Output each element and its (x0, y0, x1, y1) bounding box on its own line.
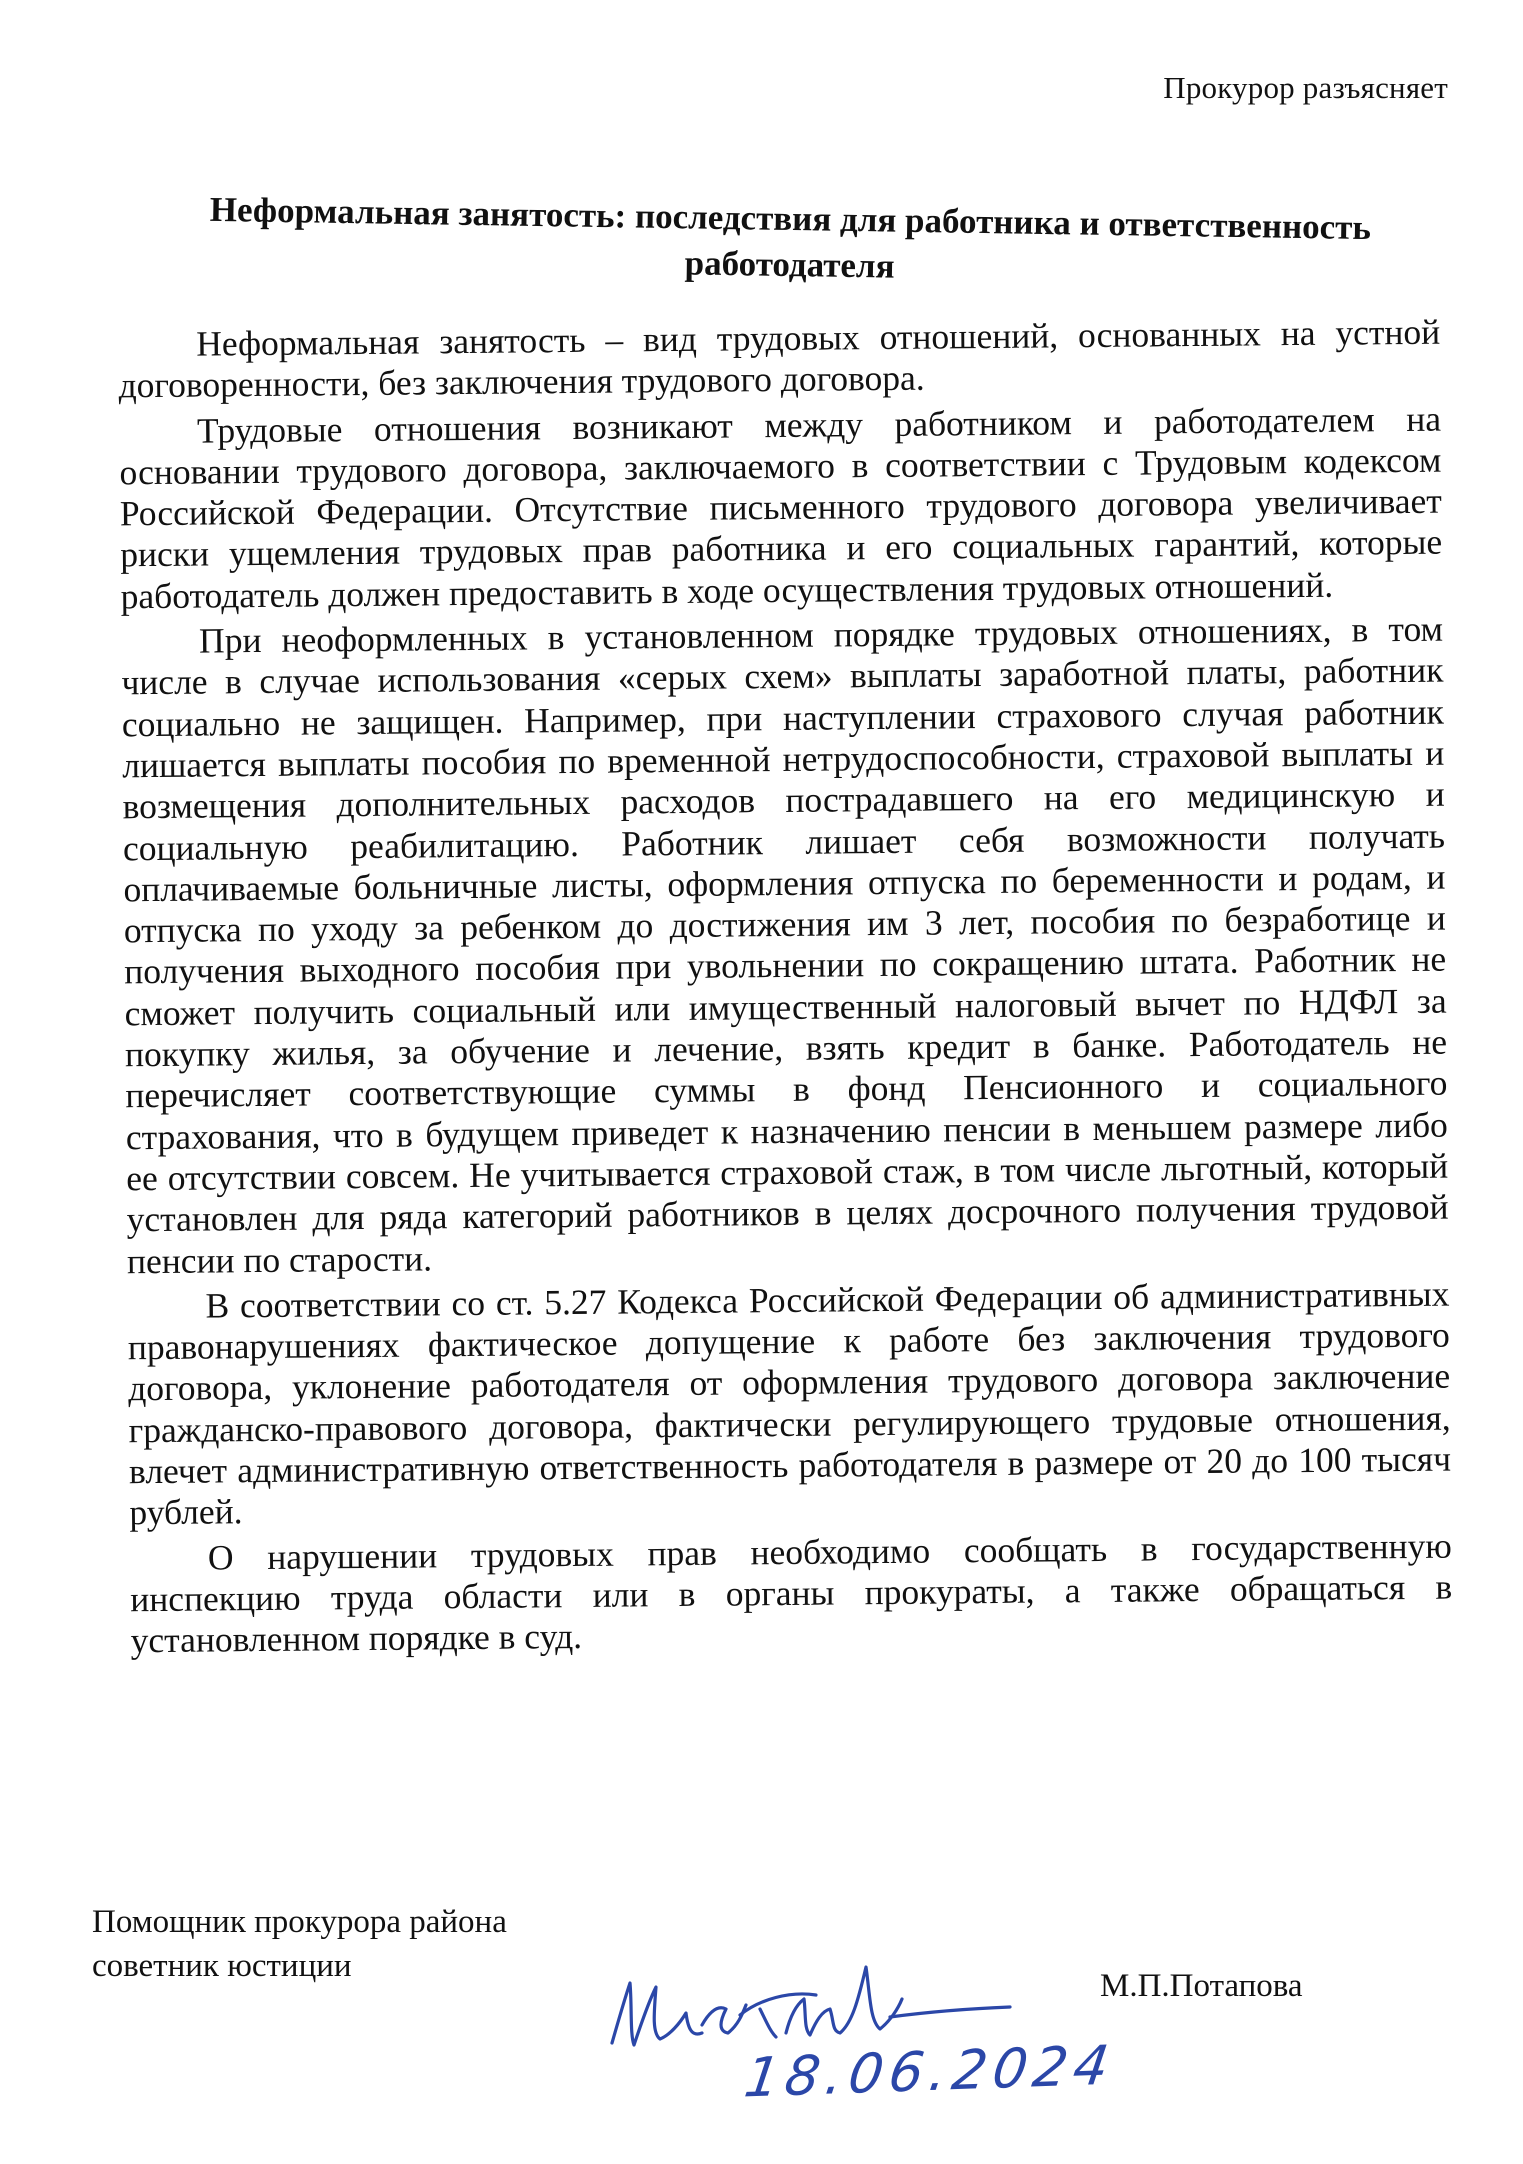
handwritten-date: 18.06.2024 (740, 2033, 1119, 2110)
paragraph: О нарушении трудовых прав необходимо сообщать в государственную инспекцию труда области или в органы прокураты, а также обращаться в установленном порядке в суд. (130, 1525, 1453, 1661)
signer-position (92, 1900, 507, 1988)
paragraph: Неформальная занятость – вид трудовых отношений, основанных на устной договоренности, без заключения трудового договора. (118, 311, 1441, 406)
title-line-2: работодателя (684, 243, 895, 286)
paragraph: Трудовые отношения возникают между работником и работодателем на основании трудового договора, заключаемого в соответствии с Трудовым кодексом Российской Федерации. Отсутствие письменного трудового договора увеличивает риски ущемления трудовых прав работника и его социальных гарантий, которые работодатель должен предоставить в ходе осуществления трудовых отношений. (119, 398, 1443, 617)
position-line-1: Помощник прокурора района (92, 1904, 507, 1940)
signer-name: М.П.Потапова (1100, 1968, 1303, 2004)
paragraph: В соответствии со ст. 5.27 Кодекса Российской Федерации об административных правонарушениях фактическое допущение к работе без заключения трудового договора, уклонение работодателя от оформления трудового договора заключение гражданско-правового договора, фактически регулирующего трудовые отношения, влечет административную ответственность работодателя в размере от 20 до 100 тысяч рублей. (127, 1273, 1452, 1533)
paragraph: При неоформленных в установленном порядке трудовых отношениях, в том числе в случае использования «серых схем» выплаты заработной платы, работник социально не защищен. Например, при наступлении страхового случая работник лишается выплаты пособия по временной нетрудоспособности, страховой выплаты и возмещения дополнительных расходов пострадавшего на его медицинскую и социальную реабилитацию. Работник лишает себя возможности получать оплачиваемые больничные листы, оформления отпуска по беременности и родам, и отпуска по уходу за ребенком до достижения им 3 лет, пособия по безработице и получения выходного пособия при увольнении по сокращению штата. Работник не сможет получить социальный или имущественный налоговый вычет по НДФЛ за покупку жилья, за обучение и лечение, взять кредит в банке. Работодатель не перечисляет соответствующие суммы в фонд Пенсионного и социального страхования, что в будущем приведет к назначению пенсии в меньшем размере либо ее отсутствии совсем. Не учитывается страховой стаж, в том числе льготный, который установлен для ряда категорий работников в целях досрочного получения трудовой пенсии по старости. (121, 608, 1449, 1281)
title-line-1: Неформальная занятость: последствия для работника и ответственность (209, 189, 1372, 248)
document-body (118, 312, 1453, 1662)
document-title (129, 186, 1450, 299)
position-line-2: советник юстиции (92, 1948, 352, 1984)
header-label: Прокурор разъясняет (1163, 70, 1448, 105)
